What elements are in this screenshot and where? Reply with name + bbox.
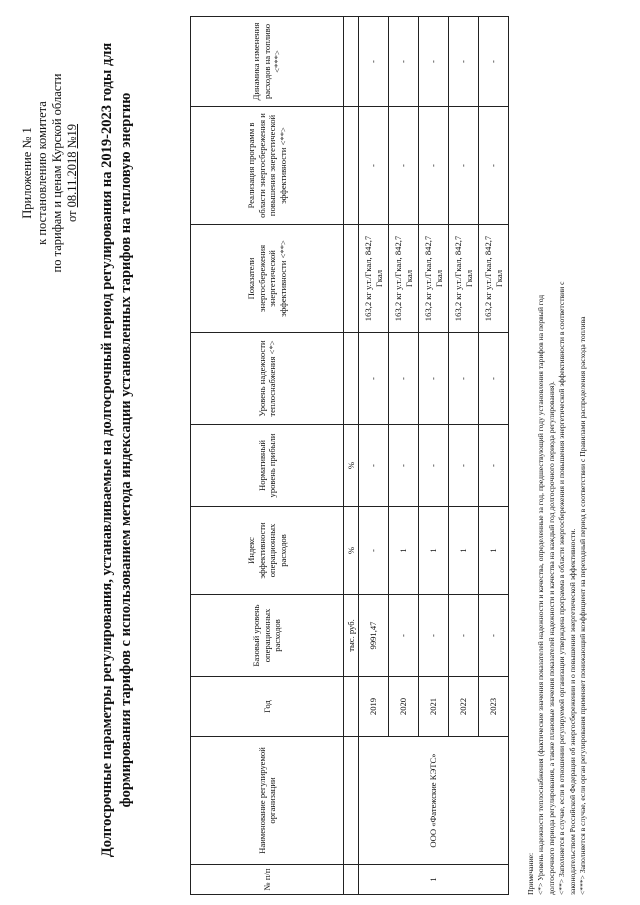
unit-cell [344, 333, 359, 425]
unit-cell [344, 737, 359, 865]
parameters-table [190, 16, 509, 895]
reliability-cell: - [389, 333, 419, 425]
fuel-dynamics-cell: - [419, 17, 449, 107]
efficiency-index-cell: 1 [479, 507, 509, 595]
unit-cell [344, 677, 359, 737]
notes-heading: Примечание: [526, 852, 535, 895]
profit-level-cell: - [449, 425, 479, 507]
programs-cell: - [419, 107, 449, 225]
base-opex-cell: - [449, 595, 479, 677]
energy-saving-cell: 163,2 кг у.т./Гкал, 842,7 Гкал [389, 225, 419, 333]
header-base-opex: Базовый уровень операционных расходов [191, 595, 344, 677]
table-header-row [191, 17, 344, 895]
header-fuel-dynamics: Динамика изменения расходов на топливо <***> [191, 17, 344, 107]
profit-level-cell: - [479, 425, 509, 507]
efficiency-index-cell: 1 [389, 507, 419, 595]
appendix-date-line [65, 58, 80, 288]
notes-section [526, 15, 588, 895]
year-cell: 2022 [449, 677, 479, 737]
note-2-line-2: законодательством Российской Федерации об энергосбережении и о повышении энергетической эффективности. [567, 528, 577, 895]
fuel-dynamics-cell: - [389, 17, 419, 107]
base-opex-cell: - [389, 595, 419, 677]
organization-name: ООО «Фатежские КЭТС» [359, 737, 509, 865]
appendix-number: №19 [65, 123, 79, 149]
appendix-line-3: по тарифам и ценам Курской области [50, 73, 64, 273]
unit-cell [344, 225, 359, 333]
header-programs: Реализация программ в области энергосбережения и повышения энергетической эффективности <**> [191, 107, 344, 225]
fuel-dynamics-cell: - [479, 17, 509, 107]
profit-level-cell: - [359, 425, 389, 507]
reliability-cell: - [479, 333, 509, 425]
header-year: Год [191, 677, 344, 737]
efficiency-index-cell: 1 [449, 507, 479, 595]
appendix-date-prefix: от [65, 210, 79, 223]
profit-level-cell: - [389, 425, 419, 507]
note-2-line-1: <**> Заполняется в случае, если в отношении регулируемой организации утверждена программа в области энергосбережения и повышения энергетической эффективности в соответствии с [557, 281, 567, 895]
year-cell: 2019 [359, 677, 389, 737]
header-profit-level: Нормативный уровень прибыли [191, 425, 344, 507]
unit-cell [344, 17, 359, 107]
unit-cell [344, 107, 359, 225]
header-organization: Наименование регулируемой организации [191, 737, 344, 865]
fuel-dynamics-cell: - [449, 17, 479, 107]
base-opex-cell: - [419, 595, 449, 677]
note-1-line-1: <*> Уровень надежности теплоснабжения (фактические значения показателей надежности и качества, определенные за год, предшествующий году установления тарифов на первый год [536, 294, 546, 895]
programs-cell: - [359, 107, 389, 225]
year-cell: 2021 [419, 677, 449, 737]
note-3: <***> Заполняется в случае, если орган регулирования применяет понижающий коэффициент на переходный период в соответствии с Правилами распределения расхода топлива [578, 316, 588, 895]
header-reliability: Уровень надежности теплоснабжения <*> [191, 333, 344, 425]
reliability-cell: - [449, 333, 479, 425]
base-opex-cell: 9991,47 [359, 595, 389, 677]
energy-saving-cell: 163,2 кг у.т./Гкал, 842,7 Гкал [449, 225, 479, 333]
efficiency-index-cell: - [359, 507, 389, 595]
appendix-line-1: Приложение № 1 [20, 127, 34, 219]
profit-level-cell: - [419, 425, 449, 507]
appendix-line-2: к постановлению комитета [35, 101, 49, 245]
programs-cell: - [389, 107, 419, 225]
unit-cell: % [344, 425, 359, 507]
programs-cell: - [449, 107, 479, 225]
table-row [359, 17, 389, 895]
unit-cell: % [344, 507, 359, 595]
header-efficiency-index: Индекс эффективности операционных расходов [191, 507, 344, 595]
reliability-cell: - [359, 333, 389, 425]
fuel-dynamics-cell: - [359, 17, 389, 107]
table-units-row [344, 17, 359, 895]
year-cell: 2020 [389, 677, 419, 737]
base-opex-cell: - [479, 595, 509, 677]
year-cell: 2023 [479, 677, 509, 737]
appendix-date: 08.11.2018 [65, 151, 79, 208]
energy-saving-cell: 163,2 кг у.т./Гкал, 842,7 Гкал [419, 225, 449, 333]
appendix-header [20, 58, 80, 288]
programs-cell: - [479, 107, 509, 225]
row-number: 1 [359, 865, 509, 895]
energy-saving-cell: 163,2 кг у.т./Гкал, 842,7 Гкал [359, 225, 389, 333]
unit-cell: тыс. руб. [344, 595, 359, 677]
note-1-line-2: долгосрочного периода регулирования, а также плановые значения показателей надежности и качества на каждый год долгосрочного периода регулирования). [546, 381, 556, 895]
unit-cell [344, 865, 359, 895]
header-number: № п/п [191, 865, 344, 895]
document-title: Долгосрочные параметры регулирования, устанавливаемые на долгосрочный период регулирования на 2019-2023 годы для формирования тарифов с использованием метода индексации установленных тарифов на тепловую энергию [99, 42, 134, 858]
reliability-cell: - [419, 333, 449, 425]
efficiency-index-cell: 1 [419, 507, 449, 595]
header-energy-saving: Показатели энергосбережения энергетической эффективности <**> [191, 225, 344, 333]
energy-saving-cell: 163,2 кг у.т./Гкал, 842,7 Гкал [479, 225, 509, 333]
